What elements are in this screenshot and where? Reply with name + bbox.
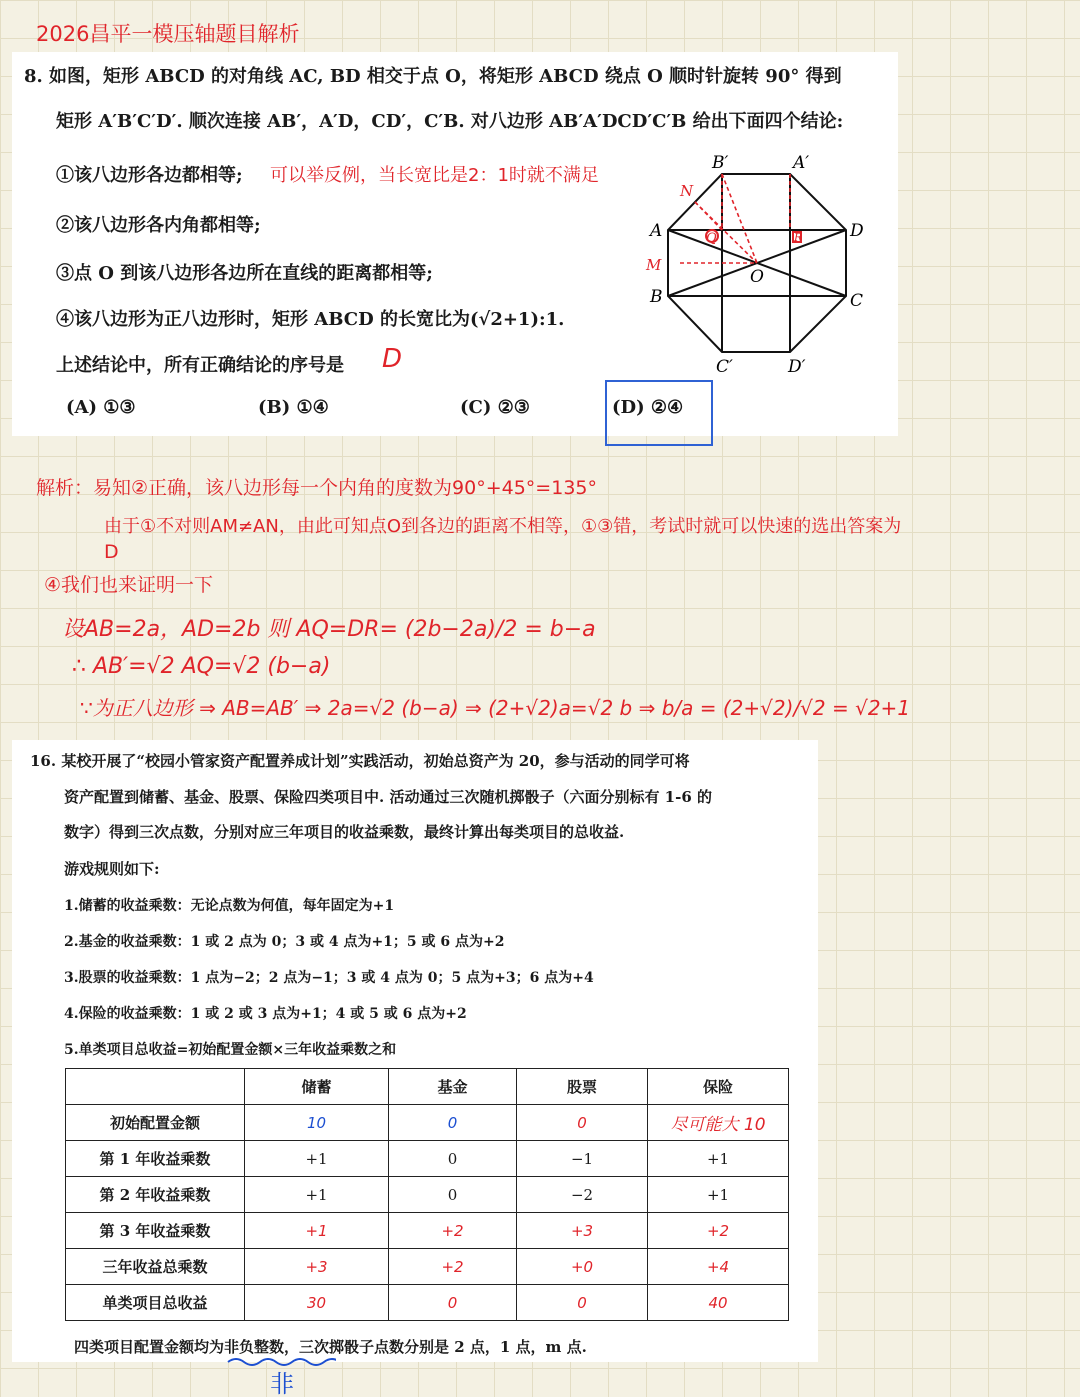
q16-line3: 数字）得到三次点数，分别对应三年项目的收益乘数，最终计算出每类项目的总收益. <box>64 823 625 841</box>
label-b: B <box>650 287 663 307</box>
asset-allocation-table <box>65 1068 789 1321</box>
table-cell: 0 <box>517 1105 648 1141</box>
proof-line1: 设AB=2a，AD=2b 则 AQ=DR= (2b−2a)/2 = b−a <box>62 617 596 642</box>
table-row <box>66 1285 789 1321</box>
row-label: 第 3 年收益乘数 <box>66 1213 245 1249</box>
table-cell: 10 <box>245 1105 389 1141</box>
table-cell: +1 <box>245 1213 389 1249</box>
table-row <box>66 1177 789 1213</box>
label-c: C <box>850 291 864 311</box>
handwritten-note: 非 <box>270 1370 294 1397</box>
table-header-stock: 股票 <box>517 1069 648 1105</box>
table-header-savings: 储蓄 <box>245 1069 389 1105</box>
q8-stem-line1: 8. 如图，矩形 ABCD 的对角线 AC, BD 相交于点 O，将矩形 ABCD 绕点 O 顺时针旋转 90° 得到 <box>24 66 842 87</box>
table-cell: 0 <box>389 1285 517 1321</box>
choice-d[interactable]: (D) ②④ <box>612 397 684 418</box>
q8-stem-line2: 矩形 A′B′C′D′. 顺次连接 AB′，A′D，CD′，C′B. 对八边形 AB′A′DCD′C′B 给出下面四个结论: <box>56 111 844 132</box>
row-label: 单类项目总收益 <box>66 1285 245 1321</box>
table-cell: +2 <box>648 1213 789 1249</box>
choice-b[interactable]: (B) ①④ <box>258 397 329 418</box>
q8-question: 上述结论中，所有正确结论的序号是 <box>56 355 344 376</box>
document-title: 2026昌平一模压轴题目解析 <box>36 22 300 46</box>
q16-line2: 资产配置到储蓄、基金、股票、保险四类项目中. 活动通过三次随机掷骰子（六面分别标有 1-6 的 <box>64 788 712 806</box>
choice-c[interactable]: (C) ②③ <box>460 397 530 418</box>
perpendicular-o-to-ab-prime <box>695 202 722 230</box>
q16-line1: 16. 某校开展了“校园小管家资产配置养成计划”实践活动，初始总资产为 20，参与活动的同学可将 <box>30 752 690 770</box>
table-row <box>66 1213 789 1249</box>
row-label: 第 1 年收益乘数 <box>66 1141 245 1177</box>
table-cell: +1 <box>648 1177 789 1213</box>
analysis-line1: 解析：易知②正确，该八边形每一个内角的度数为90°+45°=135° <box>36 477 597 499</box>
table-cell: 30 <box>245 1285 389 1321</box>
label-a-prime: A′ <box>793 153 810 173</box>
label-r: R <box>794 231 803 244</box>
table-cell: 尽可能大 10 <box>648 1105 789 1141</box>
handwritten-underline-annotation <box>226 1354 336 1397</box>
table-cell: +3 <box>517 1213 648 1249</box>
table-header-row <box>66 1069 789 1105</box>
rule-5: 5.单类项目总收益=初始配置金额×三年收益乘数之和 <box>64 1042 397 1058</box>
row-label: 第 2 年收益乘数 <box>66 1177 245 1213</box>
label-o: O <box>750 267 764 287</box>
proof-line3: ∵为正八边形 ⇒ AB=AB′ ⇒ 2a=√2 (b−a) ⇒ (2+√2)a=√2 b ⇒ b/a = (2+√2)/√2 = √2+1 <box>80 696 911 720</box>
rule-4: 4.保险的收益乘数：1 或 2 或 3 点为+1；4 或 5 或 6 点为+2 <box>64 1006 467 1022</box>
table-cell: +1 <box>245 1177 389 1213</box>
segment-b-prime-to-o <box>722 174 757 263</box>
row-label: 三年收益总乘数 <box>66 1249 245 1285</box>
q8-statement-4: ④该八边形为正八边形时，矩形 ABCD 的长宽比为(√2+1):1. <box>56 309 565 330</box>
table-cell: −2 <box>517 1177 648 1213</box>
analysis-line3: D <box>104 541 119 563</box>
table-header-blank <box>66 1069 245 1105</box>
choice-a[interactable]: (A) ①③ <box>66 397 136 418</box>
q16-line4: 游戏规则如下: <box>64 860 160 878</box>
table-header-fund: 基金 <box>389 1069 517 1105</box>
rule-3: 3.股票的收益乘数：1 点为−2；2 点为−1；3 或 4 点为 0；5 点为+3；6 点为+4 <box>64 970 594 986</box>
segment-n-to-o <box>695 202 757 263</box>
octagon-diagram <box>640 150 880 380</box>
table-row <box>66 1105 789 1141</box>
label-d-prime: D′ <box>788 357 806 377</box>
table-cell: +1 <box>245 1141 389 1177</box>
label-m: M <box>646 256 662 274</box>
label-n: N <box>680 182 694 200</box>
table-cell: −1 <box>517 1141 648 1177</box>
label-q: Q <box>706 231 717 246</box>
table-cell: +0 <box>517 1249 648 1285</box>
table-cell: +2 <box>389 1249 517 1285</box>
table-cell: 0 <box>389 1141 517 1177</box>
q8-statement-3: ③点 O 到该八边形各边所在直线的距离都相等; <box>56 263 433 284</box>
q8-statement-1: ①该八边形各边都相等; <box>56 165 243 186</box>
choice-d-highlight-box <box>605 380 713 446</box>
label-a: A <box>650 221 663 241</box>
q8-statement-1-note: 可以举反例，当长宽比是2：1时就不满足 <box>270 165 599 186</box>
label-c-prime: C′ <box>716 357 733 377</box>
row-label: 初始配置金额 <box>66 1105 245 1141</box>
proof-line2: ∴ AB′=√2 AQ=√2 (b−a) <box>72 654 331 679</box>
q8-handwritten-answer: D <box>382 344 403 374</box>
analysis-line4: ④我们也来证明一下 <box>44 574 214 596</box>
table-cell: +2 <box>389 1213 517 1249</box>
table-cell: +4 <box>648 1249 789 1285</box>
table-cell: 40 <box>648 1285 789 1321</box>
label-b-prime: B′ <box>712 153 729 173</box>
table-cell: 0 <box>389 1105 517 1141</box>
table-row <box>66 1141 789 1177</box>
table-header-insurance: 保险 <box>648 1069 789 1105</box>
label-d: D <box>850 221 864 241</box>
table-cell: 0 <box>517 1285 648 1321</box>
analysis-line2: 由于①不对则AM≠AN，由此可知点O到各边的距离不相等，①③错，考试时就可以快速的选出答案为 <box>104 516 902 537</box>
rule-2: 2.基金的收益乘数：1 或 2 点为 0；3 或 4 点为+1；5 或 6 点为+2 <box>64 934 505 950</box>
table-cell: +3 <box>245 1249 389 1285</box>
table-cell: +1 <box>648 1141 789 1177</box>
table-cell: 0 <box>389 1177 517 1213</box>
table-row <box>66 1249 789 1285</box>
rule-1: 1.储蓄的收益乘数：无论点数为何值，每年固定为+1 <box>64 898 395 914</box>
q16-condition-line: 四类项目配置金额均为非负整数，三次掷骰子点数分别是 2 点，1 点，m 点. <box>74 1338 587 1356</box>
q8-statement-2: ②该八边形各内角都相等; <box>56 215 261 236</box>
